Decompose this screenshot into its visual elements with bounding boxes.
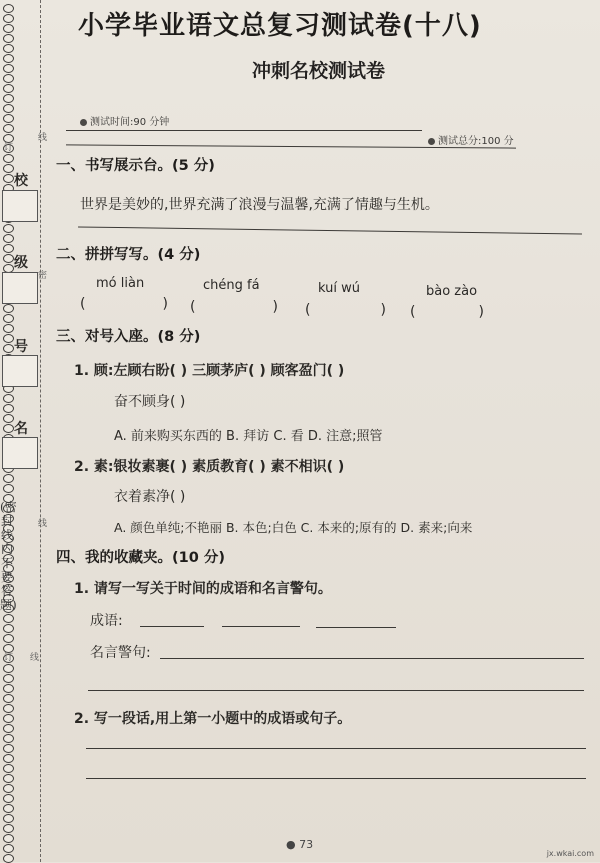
idiom-blank-3[interactable]	[316, 627, 396, 628]
binding-hole	[3, 84, 14, 93]
binding-hole	[3, 694, 14, 703]
binding-hole	[3, 4, 14, 13]
binding-hole	[3, 74, 14, 83]
pinyin-1: mó liàn	[96, 276, 145, 291]
q4-1: 1. 请写一写关于时间的成语和名言警句。	[74, 581, 332, 597]
binding-hole	[3, 474, 14, 483]
school-label: 校	[14, 173, 28, 189]
pinyin-3: kuí wú	[318, 281, 360, 296]
binding-hole	[3, 94, 14, 103]
exam-subtitle: 冲刺名校测试卷	[252, 60, 386, 82]
binding-hole	[3, 424, 14, 433]
q3-2-options: A. 颜色单纯;不艳丽 B. 本色;白色 C. 本来的;原有的 D. 素来;向来	[114, 520, 473, 535]
binding-hole	[3, 674, 14, 683]
binding-hole	[3, 684, 14, 693]
q3-2-line1: 2. 素:银妆素裹( ) 素质教育( ) 素不相识( )	[74, 459, 345, 475]
test-score-text: 测试总分:100 分	[438, 136, 514, 147]
class-label: 级	[14, 255, 28, 271]
binding-hole	[3, 624, 14, 633]
name-box[interactable]	[2, 437, 38, 469]
page-number	[286, 838, 313, 851]
line-mark-3: 线	[30, 653, 40, 663]
section3-heading: 三、对号入座。(8 分)	[56, 329, 201, 345]
binding-hole	[3, 814, 14, 823]
binding-hole	[3, 234, 14, 243]
section2-heading: 二、拼拼写写。(4 分)	[56, 247, 201, 263]
quote-line-1[interactable]	[160, 658, 584, 659]
binding-hole	[3, 324, 14, 333]
section1-sentence: 世界是美妙的,世界充满了浪漫与温馨,充满了情趣与生机。	[80, 197, 439, 213]
binding-hole	[3, 774, 14, 783]
binding-hole	[3, 304, 14, 313]
binding-hole	[3, 844, 14, 853]
number-box[interactable]	[2, 355, 38, 387]
answer-paren-3[interactable]: ( )	[305, 302, 386, 318]
binding-hole	[3, 484, 14, 493]
seal-note	[0, 500, 17, 612]
binding-hole	[3, 614, 14, 623]
pinyin-2: chéng fá	[203, 278, 260, 293]
seal-note-text: (密封线内不要答题)	[0, 500, 17, 612]
binding-hole	[3, 24, 14, 33]
pinyin-4: bào zào	[426, 284, 478, 299]
answer-paren-4[interactable]: ( )	[410, 304, 484, 320]
binding-hole	[3, 794, 14, 803]
q3-1-line1: 1. 顾:左顾右盼( ) 三顾茅庐( ) 顾客盈门( )	[74, 363, 345, 379]
line-mark: 线	[38, 133, 48, 143]
binding-hole	[3, 744, 14, 753]
binding-hole	[3, 104, 14, 113]
binding-hole	[3, 634, 14, 643]
binding-hole	[3, 404, 14, 413]
binding-margin	[0, 0, 58, 862]
binding-hole	[3, 414, 14, 423]
binding-hole	[3, 44, 14, 53]
binding-hole	[3, 764, 14, 773]
test-time	[80, 113, 169, 128]
idiom-blank-2[interactable]	[222, 626, 300, 627]
binding-hole	[3, 394, 14, 403]
binding-hole	[3, 344, 14, 353]
line-mark-2: 线	[38, 519, 48, 529]
binding-hole	[3, 734, 14, 743]
binding-hole	[3, 254, 14, 263]
idiom-label: 成语:	[90, 613, 123, 629]
binding-hole	[3, 314, 14, 323]
section1-heading: 一、书写展示台。(5 分)	[56, 158, 215, 174]
binding-hole	[3, 14, 14, 23]
class-box[interactable]	[2, 272, 38, 304]
handwriting-line[interactable]	[78, 226, 582, 234]
binding-hole	[3, 804, 14, 813]
seal-mark: 密	[38, 271, 48, 281]
quote-line-2[interactable]	[88, 690, 584, 691]
number-label: 号	[14, 339, 28, 355]
binding-hole	[3, 704, 14, 713]
binding-hole	[3, 824, 14, 833]
answer-paren-1[interactable]: ( )	[80, 296, 168, 312]
paragraph-line-1[interactable]	[86, 748, 586, 749]
binding-hole	[3, 834, 14, 843]
binding-hole	[3, 224, 14, 233]
binding-hole	[3, 714, 14, 723]
binding-hole	[3, 664, 14, 673]
idiom-blank-1[interactable]	[140, 626, 204, 627]
page-number-text: 73	[299, 838, 314, 851]
section4-heading: 四、我的收藏夹。(10 分)	[56, 550, 225, 566]
binding-hole	[3, 114, 14, 123]
binding-hole	[3, 64, 14, 73]
binding-hole	[3, 754, 14, 763]
binding-hole	[3, 784, 14, 793]
bullet-icon	[80, 119, 87, 126]
quote-label: 名言警句:	[90, 645, 151, 661]
header-rule-left	[66, 130, 422, 131]
test-time-text: 测试时间:90 分钟	[90, 117, 170, 128]
cut-mark: 订	[4, 143, 14, 153]
paragraph-line-2[interactable]	[86, 778, 586, 779]
binding-hole	[3, 54, 14, 63]
school-box[interactable]	[2, 190, 38, 222]
q3-2-line2: 衣着素净( )	[114, 489, 186, 505]
answer-paren-2[interactable]: ( )	[190, 299, 278, 315]
binding-hole	[3, 164, 14, 173]
test-score	[428, 132, 514, 147]
watermark: jx.wkai.com	[546, 849, 594, 858]
q4-2: 2. 写一段话,用上第一小题中的成语或句子。	[74, 711, 352, 727]
exam-title: 小学毕业语文总复习测试卷(十八)	[78, 11, 482, 41]
binding-hole	[3, 174, 14, 183]
mascot-icon: ●	[286, 838, 300, 851]
cut-mark-2: 订	[4, 653, 14, 663]
binding-hole	[3, 334, 14, 343]
q3-1-line2: 奋不顾身( )	[114, 394, 186, 410]
name-label: 名	[14, 421, 28, 437]
q3-1-options: A. 前来购买东西的 B. 拜访 C. 看 D. 注意;照管	[114, 429, 383, 444]
binding-hole	[3, 154, 14, 163]
binding-hole	[3, 124, 14, 133]
bullet-icon	[428, 138, 435, 145]
binding-hole	[3, 34, 14, 43]
binding-hole	[3, 724, 14, 733]
binding-hole	[3, 244, 14, 253]
